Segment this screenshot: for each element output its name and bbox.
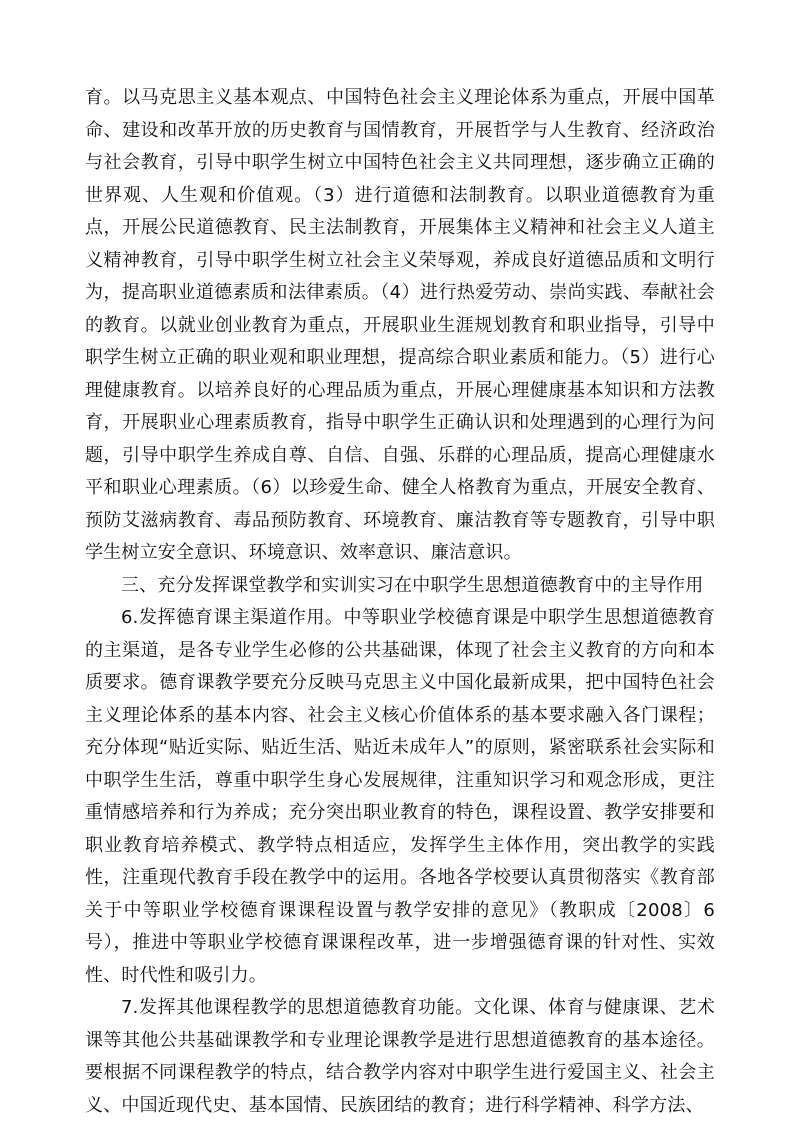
paragraph-item-6: 6.发挥德育课主渠道作用。中等职业学校德育课是中职学生思想道德教育的主渠道，是各专业学生必修的公共基础课，体现了社会主义教育的方向和本质要求。德育课教学要充分反映马克思主义中国化最新成果，把中国特色社会主义理论体系的基本内容、社会主义核心价值体系的基本要求融入各门课程；充分体现“贴近实际、贴近生活、贴近未成年人”的原则，紧密联系社会实际和中职学生生活，尊重中职学生身心发展规律，注重知识学习和观念形成，更注重情感培养和行为养成；充分突出职业教育的特色，课程设置、教学安排要和职业教育培养模式、教学特点相适应，发挥学生主体作用，突出教学的实践性，注重现代教育手段在教学中的运用。各地各学校要认真贯彻落实《教育部关于中等职业学校德育课课程设置与教学安排的意见》（教职成〔2008〕6号），推进中等职业学校德育课课程改革，进一步增强德育课的针对性、实效性、时代性和吸引力。 xyxy=(85,607,715,986)
paragraph-item-7: 7.发挥其他课程教学的思想道德教育功能。文化课、体育与健康课、艺术课等其他公共基础课教学和专业理论课教学是进行思想道德教育的基本途径。要根据不同课程教学的特点，结合教学内容对中职学生进行爱国主义、社会主义、中国近现代史、基本国情、民族团结的教育；进行科学精神、科学方法、 xyxy=(85,997,715,1116)
paragraph-ideological-education: 育。以马克思主义基本观点、中国特色社会主义理论体系为重点，开展中国革命、建设和改革开放的历史教育与国情教育，开展哲学与人生教育、经济政治与社会教育，引导中职学生树立中国特色社会主义共同理想，逐步确立正确的世界观、人生观和价值观。（3）进行道德和法制教育。以职业道德教育为重点，开展公民道德教育、民主法制教育，开展集体主义精神和社会主义人道主义精神教育，引导中职学生树立社会主义荣辱观，养成良好道德品质和文明行为，提高职业道德素质和法律素质。（4）进行热爱劳动、崇尚实践、奉献社会的教育。以就业创业教育为重点，开展职业生涯规划教育和职业指导，引导中职学生树立正确的职业观和职业理想，提高综合职业素质和能力。（5）进行心理健康教育。以培养良好的心理品质为重点，开展心理健康基本知识和方法教育，开展职业心理素质教育，指导中职学生正确认识和处理遇到的心理行为问题，引导中职学生养成自尊、自信、自强、乐群的心理品质，提高心理健康水平和职业心理素质。（6）以珍爱生命、健全人格教育为重点，开展安全教育、预防艾滋病教育、毒品预防教育、环境教育、廉洁教育等专题教育，引导中职学生树立安全意识、环境意识、效率意识、廉洁意识。 xyxy=(85,87,715,563)
document-page xyxy=(85,82,715,1122)
section-heading-three: 三、充分发挥课堂教学和实训实习在中职学生思想道德教育中的主导作用 xyxy=(121,574,704,596)
